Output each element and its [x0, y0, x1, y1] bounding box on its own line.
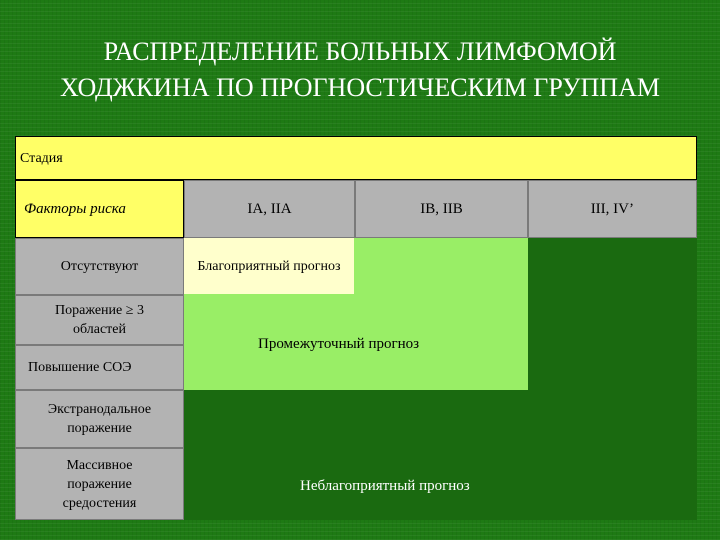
unfavorable-prognosis-label: Неблагоприятный прогноз: [300, 478, 470, 494]
stage-header-cell: [15, 136, 697, 180]
risk-factor-row-3-label: Повышение СОЭ: [28, 360, 132, 375]
risk-factor-row-2-label: Поражение ≥ 3 областей: [55, 303, 144, 337]
stage-col-1: [184, 180, 355, 238]
stage-header-label: Стадия: [20, 150, 63, 166]
risk-factor-row-4: [15, 390, 184, 448]
favorable-prognosis-label: Благоприятный прогноз: [197, 258, 341, 274]
slide-title: [0, 34, 720, 106]
risk-factors-header-label: Факторы риска: [24, 201, 126, 217]
favorable-prognosis-cell: [184, 238, 354, 294]
stage-col-3: [528, 180, 697, 238]
risk-factor-row-1-label: Отсутствуют: [60, 259, 139, 274]
stage-col-1-label: IA, IIA: [247, 201, 292, 217]
risk-factor-row-2: [15, 295, 184, 345]
risk-factor-row-1: [15, 238, 184, 295]
risk-factors-header-cell: [15, 180, 184, 238]
risk-factor-row-5: [15, 448, 184, 520]
intermediate-prognosis-label: Промежуточный прогноз: [258, 336, 420, 352]
title-line-1: РАСПРЕДЕЛЕНИЕ БОЛЬНЫХ ЛИМФОМОЙ: [103, 37, 617, 66]
stage-col-3-label: III, IV’: [590, 201, 634, 217]
stage-col-2: [355, 180, 528, 238]
title-line-2: ХОДЖКИНА ПО ПРОГНОСТИЧЕСКИМ ГРУППАМ: [60, 73, 660, 102]
risk-factor-row-5-label: Массивное поражение средостения: [62, 457, 137, 511]
risk-factor-row-4-label: Экстранодальное поражение: [47, 402, 152, 436]
stage-col-2-label: IB, IIB: [420, 201, 463, 217]
risk-factor-row-3: [15, 345, 184, 390]
